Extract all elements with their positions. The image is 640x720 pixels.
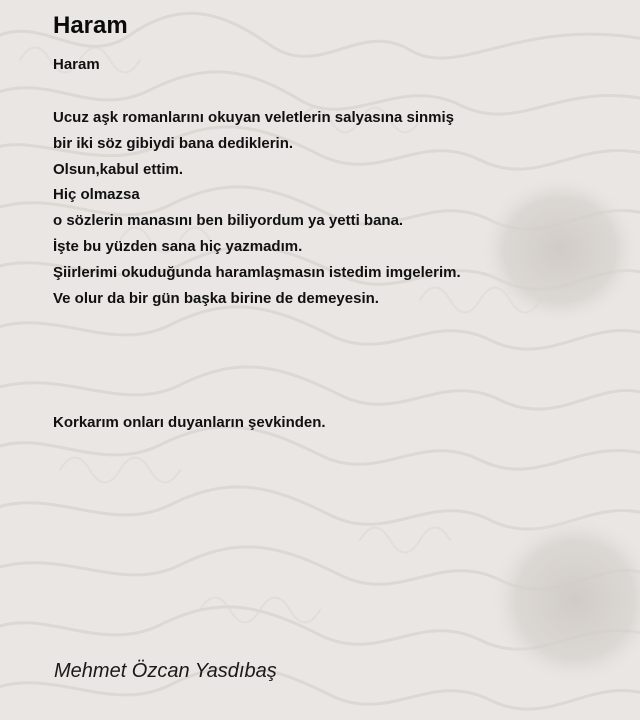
poem-line: Ve olur da bir gün başka birine de demeyesin. <box>53 289 379 307</box>
poem-line: o sözlerin manasını ben biliyordum ya yetti bana. <box>53 212 404 230</box>
poem-line: bir iki söz gibiydi bana dediklerin. <box>53 134 294 152</box>
poem-line: Olsun,kabul ettim. <box>53 160 184 178</box>
poem-stanza <box>53 105 461 311</box>
poem-author: Mehmet Özcan Yasdıbaş <box>54 660 277 682</box>
poem-subtitle: Haram <box>53 56 100 73</box>
poem-closing-line: Korkarım onları duyanların şevkinden. <box>53 414 326 431</box>
poem-line: Hiç olmazsa <box>53 186 140 204</box>
page-title: Haram <box>53 12 128 39</box>
poem-line: Ucuz aşk romanlarını okuyan veletlerin salyasına sinmiş <box>53 109 455 126</box>
poem-line: İşte bu yüzden sana hiç yazmadım. <box>53 237 303 255</box>
poem-line: Şiirlerimi okuduğunda haramlaşmasın istedim imgelerim. <box>53 263 461 281</box>
